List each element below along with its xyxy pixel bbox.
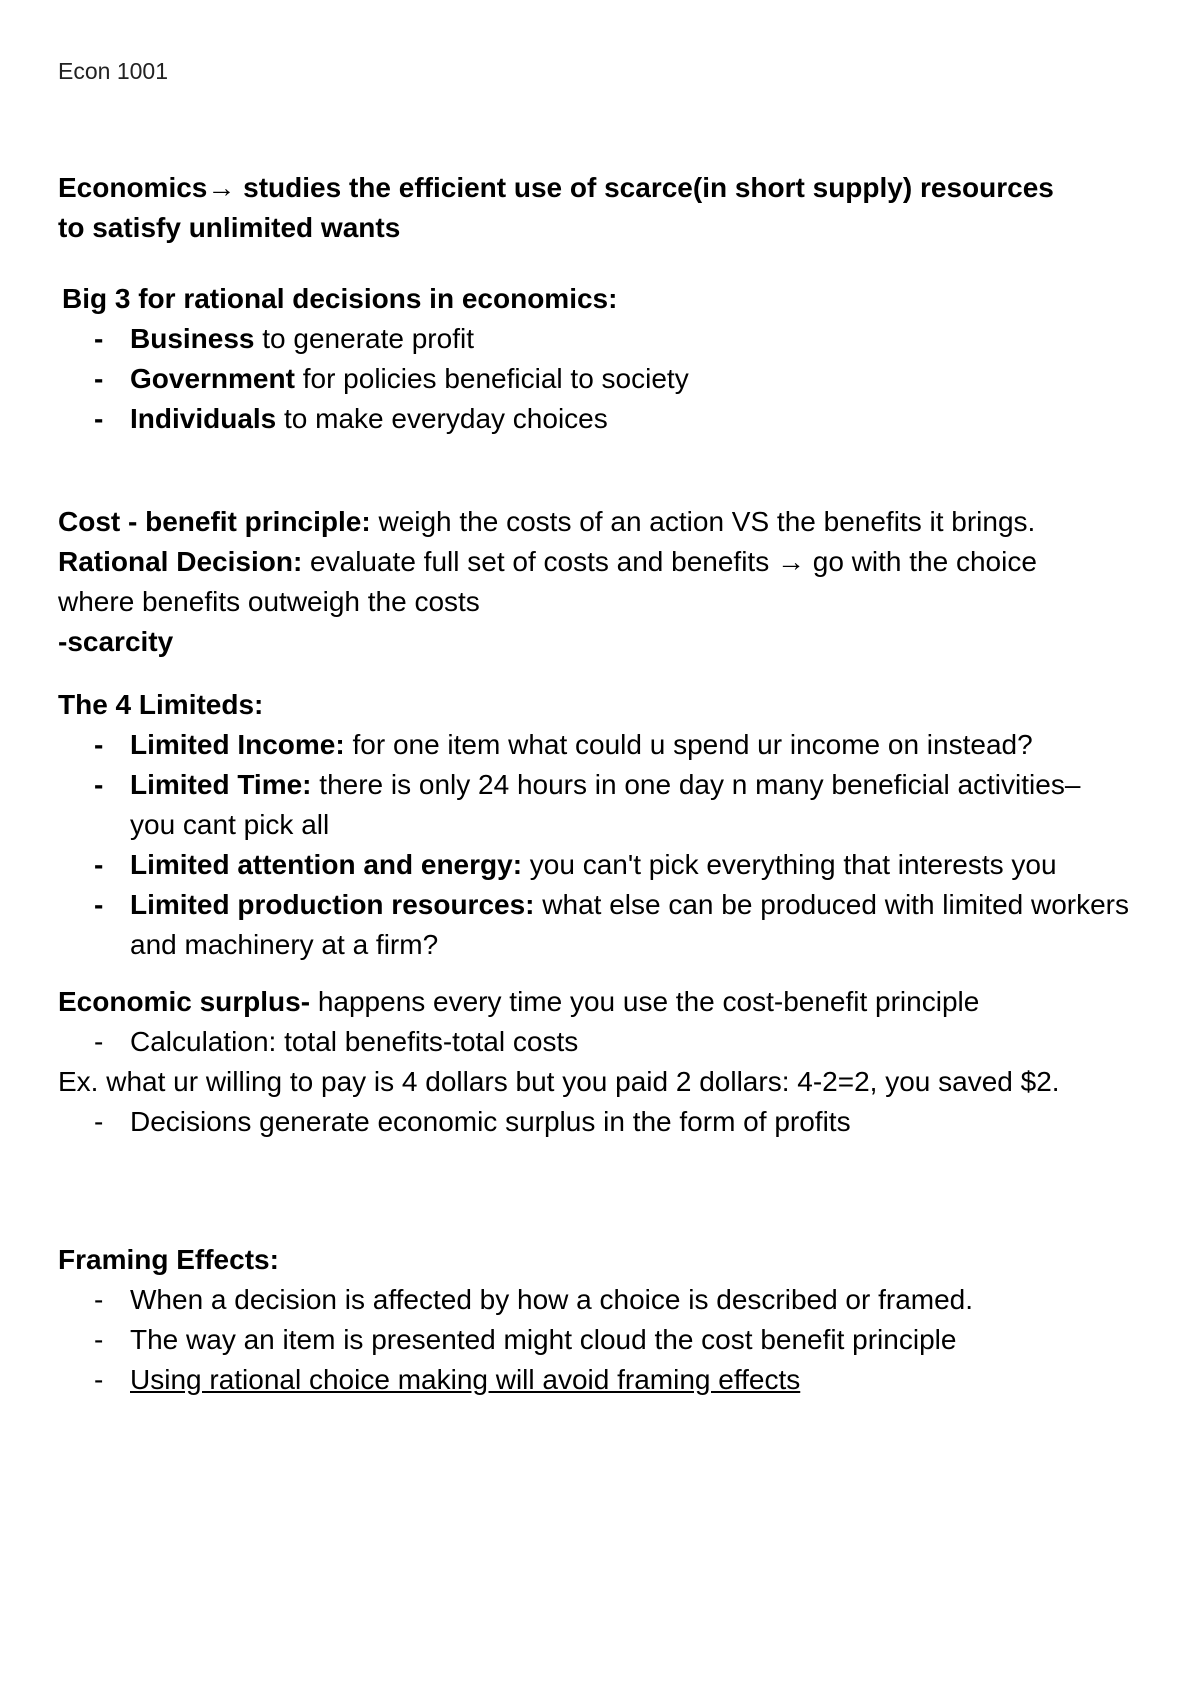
surplus-decisions: Decisions generate economic surplus in the form of profits xyxy=(130,1106,851,1137)
big3-section xyxy=(62,279,1172,319)
framing-section xyxy=(58,1240,1168,1400)
list-item xyxy=(58,765,1090,845)
big3-text: for policies beneficial to society xyxy=(294,363,689,394)
big3-list-wrap xyxy=(58,319,1168,439)
limited-text: what else can be produced with limited workers and machinery at a firm? xyxy=(130,889,1130,960)
limited-text: for one item what could u spend ur income on instead? xyxy=(344,729,1033,760)
limiteds-title: The 4 Limiteds: xyxy=(58,689,264,720)
list-item xyxy=(58,399,1168,439)
limited-text: you can't pick everything that interests you xyxy=(522,849,1057,880)
rational-decision-text: evaluate full set of costs and benefits → go with the choice xyxy=(302,546,1037,577)
list-item xyxy=(58,359,1168,399)
dash-bullet: - xyxy=(94,1364,104,1395)
limited-term: Limited production resources: xyxy=(130,889,535,920)
surplus-example: Ex. what ur willing to pay is 4 dollars but you paid 2 dollars: 4-2=2, you saved $2. xyxy=(58,1066,1060,1097)
list-item xyxy=(58,319,1168,359)
list-item xyxy=(58,1022,1168,1062)
big3-term: Government xyxy=(130,363,295,394)
dash-bullet: - xyxy=(94,1284,104,1315)
framing-list xyxy=(58,1280,1168,1400)
surplus-definition xyxy=(58,982,1168,1022)
list-item xyxy=(58,885,1140,965)
list-item xyxy=(58,1360,1168,1400)
surplus-decisions-list xyxy=(58,1102,1168,1142)
limiteds-section xyxy=(58,685,1168,965)
economics-definition-line-2: to satisfy unlimited wants xyxy=(58,212,401,243)
dash-bullet: - xyxy=(94,729,104,760)
framing-title: Framing Effects: xyxy=(58,1244,279,1275)
list-item xyxy=(58,1102,1168,1142)
rational-decision-line-2: where benefits outweigh the costs xyxy=(58,586,480,617)
limiteds-list xyxy=(58,725,1158,965)
limited-term: Limited Income: xyxy=(130,729,345,760)
dash-bullet: - xyxy=(94,1026,104,1057)
framing-item-underlined: Using rational choice making will avoid framing effects xyxy=(130,1364,801,1395)
big3-title: Big 3 for rational decisions in economics: xyxy=(62,283,618,314)
big3-text: to make everyday choices xyxy=(276,403,608,434)
surplus-term: Economic surplus- xyxy=(58,986,311,1017)
dash-bullet: - xyxy=(94,323,104,354)
cost-benefit-text: weigh the costs of an action VS the benefits it brings. xyxy=(370,506,1036,537)
big3-list xyxy=(58,319,1168,439)
list-item xyxy=(58,845,1158,885)
framing-item: The way an item is presented might cloud the cost benefit principle xyxy=(130,1324,957,1355)
list-item xyxy=(58,1280,1168,1320)
framing-item: When a decision is affected by how a choice is described or framed. xyxy=(130,1284,974,1315)
dash-bullet: - xyxy=(94,363,104,394)
cost-benefit-line xyxy=(58,502,1168,542)
cost-benefit-section xyxy=(58,502,1168,662)
rational-decision-term: Rational Decision: xyxy=(58,546,303,577)
dash-bullet: - xyxy=(94,1106,104,1137)
surplus-text: happens every time you use the cost-benefit principle xyxy=(310,986,980,1017)
big3-term: Individuals xyxy=(130,403,277,434)
cost-benefit-term: Cost - benefit principle: xyxy=(58,506,371,537)
dash-bullet: - xyxy=(94,849,104,880)
limited-text: there is only 24 hours in one day n many beneficial activities–you cant pick all xyxy=(130,769,1081,840)
scarcity-note: -scarcity xyxy=(58,626,174,657)
rational-decision-line xyxy=(58,542,1168,582)
dash-bullet: - xyxy=(94,769,104,800)
economics-definition-line-1: Economics→ studies the efficient use of scarce(in short supply) resources xyxy=(58,172,1054,203)
list-item xyxy=(58,725,1158,765)
list-item xyxy=(58,1320,1168,1360)
big3-text: to generate profit xyxy=(254,323,474,354)
economics-definition xyxy=(58,168,1168,248)
surplus-calc-list xyxy=(58,1022,1168,1062)
dash-bullet: - xyxy=(94,1324,104,1355)
course-header: Econ 1001 xyxy=(58,58,168,84)
dash-bullet: - xyxy=(94,403,104,434)
dash-bullet: - xyxy=(94,889,104,920)
surplus-section xyxy=(58,982,1168,1142)
limited-term: Limited Time: xyxy=(130,769,312,800)
big3-term: Business xyxy=(130,323,255,354)
limited-term: Limited attention and energy: xyxy=(130,849,523,880)
surplus-calc: Calculation: total benefits-total costs xyxy=(130,1026,579,1057)
